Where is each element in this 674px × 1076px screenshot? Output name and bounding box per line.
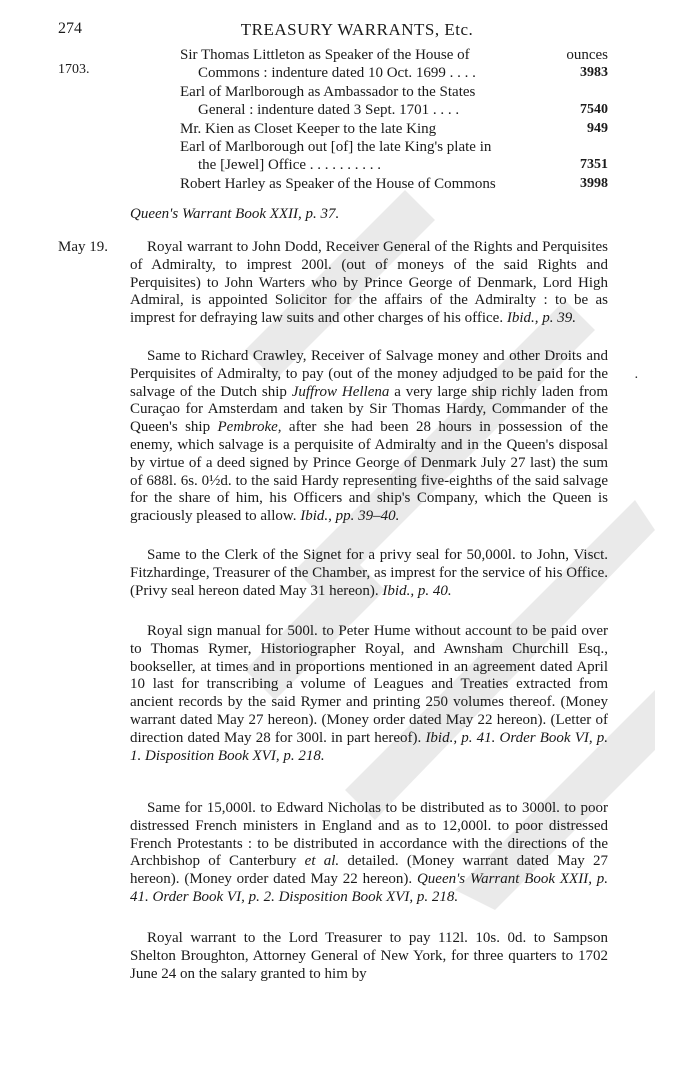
row-amount: 7351 bbox=[580, 157, 608, 173]
entry-paragraph: Same to Richard Crawley, Receiver of Salvage money and other Droits and Perquisites of Admiralty, to pay (out of the money adjudged to be paid for the salvage of the Dutch ship Juffrow Hellena a very large ship richly laden from Curaçao for Amsterdam and taken by Sir Thomas Hardy, Commander of the Queen's ship Pembroke, after she had been 28 hours in possession of the enemy, which salvage is a perquisite of Admiralty and in the Queen's disposal by virtue of a deed signed by Prince George of Denmark July 27 last) the sum of 688l. 6s. 0½d. to the said Hardy representing five-eighths of the said salvage for the share of him, his Officers and ship's Company, which the Queen is graciously pleased to allow. Ibid., pp. 39–40. bbox=[130, 348, 609, 525]
citation: Ibid., pp. 39–40. bbox=[300, 508, 400, 525]
citation: Order Book VI, p. 1. bbox=[130, 729, 608, 764]
citation: Ibid., p. 39. bbox=[506, 310, 577, 327]
margin-mark: · bbox=[634, 371, 639, 386]
entry-paragraph: Same to the Clerk of the Signet for a privy seal for 50,000l. to John, Visct. Fitzhardinge, Treasurer of the Chamber, as imprest for the service of his Office. (Privy seal hereon dated May 31 hereon). Ibid., p. 40. bbox=[130, 547, 608, 599]
table-row bbox=[180, 120, 610, 138]
entry-paragraph: Royal warrant to John Dodd, Receiver General of the Rights and Perquisites of Admiralty, to imprest 200l. (out of moneys of the said Rights and Perquisites) to John Warters who by Prince George of Denmark, Lord High Admiral, is appointed Solicitor for the affairs of the Admiralty : to be as imprest for defraying law suits and other charges of his office. Ibid., p. 39. bbox=[130, 239, 608, 327]
unit-heading: ounces bbox=[566, 47, 608, 63]
margin-year: 1703. bbox=[58, 62, 90, 77]
row-desc-line2: General : indenture dated 3 Sept. 1701 . . . . bbox=[198, 102, 460, 119]
table-row bbox=[180, 83, 610, 120]
table-row bbox=[180, 138, 610, 175]
citation: Queen's Warrant Book XXII, p. 41. bbox=[130, 871, 609, 905]
row-desc-line2: the [Jewel] Office . . . . . . . . . . bbox=[198, 157, 382, 174]
row-amount: 3998 bbox=[580, 175, 608, 191]
ship-name: Juffrow Hellena bbox=[291, 383, 390, 400]
citation: Disposition Book XVI, p. 218. bbox=[145, 747, 325, 764]
entry-paragraph: Royal sign manual for 500l. to Peter Hume without account to be paid over to Thomas Rymer, Historiographer Royal, and Awnsham Churchill Esq., bookseller, at times and in proportions mentioned in an agreement dated April 10 last for transcribing a volume of Leagues and Treaties extracted from ancient records by the said Rymer and printing 250 volumes thereof. (Money warrant dated May 27 hereon). (Money order dated May 22 hereon). (Letter of direction dated May 28 for 300l. in part hereof). Ibid., p. 41. Order Book VI, p. 1. Disposition Book XVI, p. 218. bbox=[130, 623, 608, 764]
page-header bbox=[0, 14, 674, 39]
page-number: 274 bbox=[58, 20, 82, 37]
row-desc-line1: Robert Harley as Speaker of the House of Commons bbox=[180, 175, 496, 192]
row-amount: 949 bbox=[587, 120, 608, 136]
row-amount: 3983 bbox=[580, 65, 608, 81]
row-desc-line1: Earl of Marlborough out [of] the late King's plate in bbox=[180, 139, 492, 156]
table-row bbox=[180, 175, 610, 193]
row-desc-line1: Mr. Kien as Closet Keeper to the late King bbox=[180, 120, 437, 137]
running-title: TREASURY WARRANTS, Etc. bbox=[240, 20, 474, 39]
citation: Ibid., p. 41. bbox=[425, 729, 496, 746]
row-amount: 7540 bbox=[580, 102, 608, 118]
citation: Order Book VI, p. 2. bbox=[152, 888, 275, 905]
ship-name: Pembroke, bbox=[217, 419, 282, 436]
citation: Ibid., p. 40. bbox=[382, 582, 452, 599]
plate-table bbox=[180, 46, 610, 193]
row-desc-line2: Commons : indenture dated 10 Oct. 1699 . . . . bbox=[198, 65, 476, 82]
margin-date: May 19. bbox=[58, 239, 108, 255]
citation: Disposition Book XVI, p. 218. bbox=[278, 888, 459, 905]
table-reference: Queen's Warrant Book XXII, p. 37. bbox=[130, 206, 340, 222]
row-desc-line1: Sir Thomas Littleton as Speaker of the House of bbox=[180, 47, 470, 63]
entry-paragraph: Same for 15,000l. to Edward Nicholas to be distributed as to 3000l. to poor distressed French ministers in England and as to 12,000l. to poor distressed French Protestants : to be distributed in accordance with the directions of the Archbishop of Canterbury et al. detailed. (Money warrant dated May 27 hereon). (Money order dated May 22 hereon). Queen's Warrant Book XXII, p. 41. Order Book VI, p. 2. Disposition Book XVI, p. 218. bbox=[130, 800, 609, 905]
entry-paragraph: Royal warrant to the Lord Treasurer to pay 112l. 10s. 0d. to Sampson Shelton Broughton, Attorney General of New York, for three quarters to 1702 June 24 on the salary granted to him by bbox=[130, 930, 608, 982]
table-row bbox=[180, 46, 610, 83]
row-desc-line1: Earl of Marlborough as Ambassador to the States bbox=[180, 83, 476, 100]
